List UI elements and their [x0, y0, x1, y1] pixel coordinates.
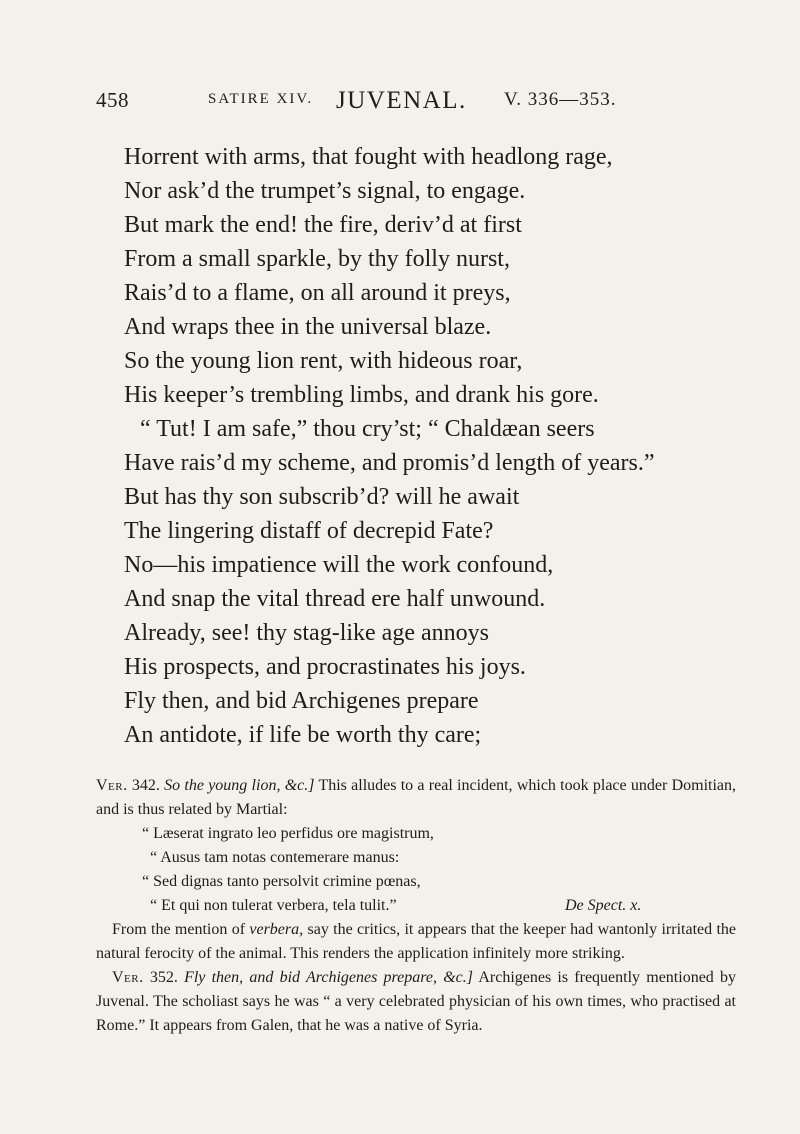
poem-line: Fly then, and bid Archigenes prepare	[124, 688, 479, 714]
poem-line: And snap the vital thread ere half unwound.	[124, 586, 546, 612]
poem-line: From a small sparkle, by thy folly nurst,	[124, 246, 510, 272]
note-label: Ver.	[112, 969, 144, 986]
author-label: JUVENAL.	[336, 87, 467, 114]
note-commentary	[96, 918, 736, 966]
footnotes	[96, 774, 736, 1038]
note-text: Archigenes is frequently mentioned by Juvenal. The scholiast says he was “ a very celebrated physician of his own times, who practised at Rome.” It appears from Galen, that he was a native of Syria.	[96, 969, 737, 1034]
poem-line: No—his impatience will the work confound,	[124, 552, 554, 578]
poem-line: But has thy son subscrib’d? will he await	[124, 484, 520, 510]
note-italic-word: verbera,	[249, 921, 304, 938]
poem-line: Already, see! thy stag-like age annoys	[124, 620, 489, 646]
quote-line	[142, 822, 736, 846]
poem-text	[124, 140, 744, 752]
page-number: 458	[96, 88, 129, 112]
poem-line: So the young lion rent, with hideous roar,	[124, 348, 523, 374]
poem-line: Have rais’d my scheme, and promis’d length of years.”	[124, 450, 655, 476]
verse-range: V. 336—353.	[504, 89, 617, 110]
note-verse-342	[96, 774, 736, 822]
quote-text: “ Ausus tam notas contemerare manus:	[150, 849, 400, 866]
note-lemma: So the young lion, &c.]	[164, 777, 315, 794]
note-label: Ver.	[96, 777, 128, 794]
note-text: This alludes to a real incident, which took place under Domitian, and is thus related by Martial:	[96, 777, 737, 818]
quote-line	[142, 870, 736, 894]
quote-source: De Spect. x.	[565, 897, 642, 914]
poem-line: Rais’d to a flame, on all around it preys,	[124, 280, 511, 306]
quote-line	[142, 894, 736, 918]
poem-line: But mark the end! the fire, deriv’d at first	[124, 212, 522, 238]
poem-line: And wraps thee in the universal blaze.	[124, 314, 492, 340]
poem-line: “ Tut! I am safe,” thou cry’st; “ Chaldæan seers	[140, 416, 595, 442]
martial-quotation	[96, 822, 736, 918]
poem-line: Nor ask’d the trumpet’s signal, to engage.	[124, 178, 526, 204]
poem-line: An antidote, if life be worth thy care;	[124, 722, 482, 748]
poem-line: His keeper’s trembling limbs, and drank his gore.	[124, 382, 599, 408]
poem-line: The lingering distaff of decrepid Fate?	[124, 518, 494, 544]
quote-line	[142, 846, 736, 870]
poem-line: His prospects, and procrastinates his joys.	[124, 654, 526, 680]
poem-line: Horrent with arms, that fought with headlong rage,	[124, 144, 613, 170]
note-verse-number: 352.	[143, 969, 185, 986]
quote-text: “ Sed dignas tanto persolvit crimine pœnas,	[142, 873, 421, 890]
note-text: say the critics, it appears that the keeper had wantonly irritated the natural ferocity of the animal. This renders the application infinitely more striking.	[96, 921, 737, 962]
note-lemma: Fly then, and bid Archigenes prepare, &c.]	[184, 969, 473, 986]
note-verse-352	[96, 966, 736, 1038]
quote-text: “ Læserat ingrato leo perfidus ore magistrum,	[142, 825, 434, 842]
running-header	[96, 88, 716, 118]
note-verse-number: 342.	[127, 777, 165, 794]
satire-label: SATIRE XIV.	[208, 91, 314, 107]
note-text: From the mention of	[112, 921, 250, 938]
quote-text: “ Et qui non tulerat verbera, tela tulit.”	[150, 897, 397, 914]
